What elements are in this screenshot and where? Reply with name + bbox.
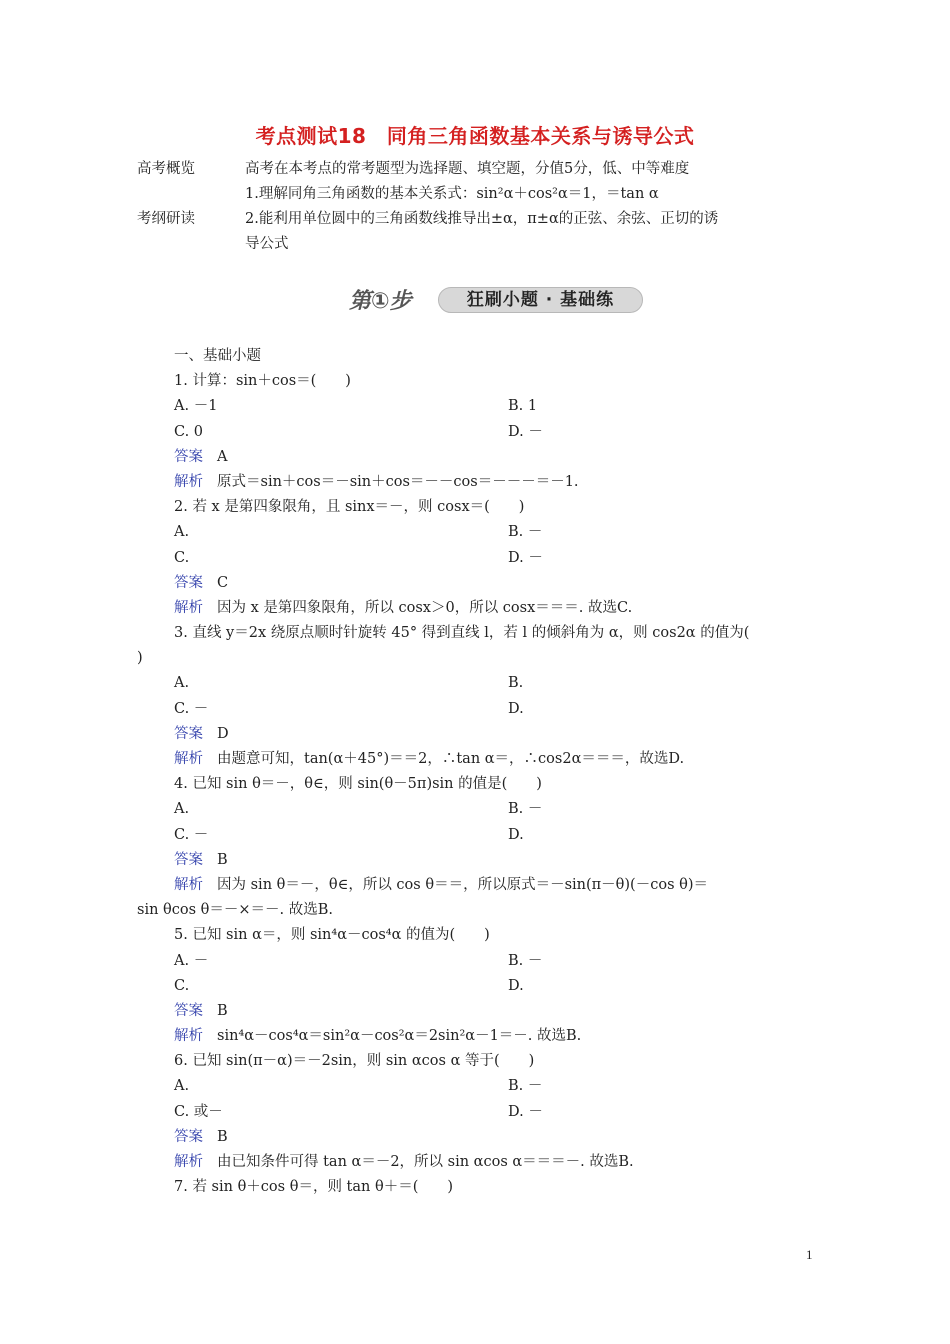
syllabus-item-2-cont: 导公式 xyxy=(245,236,289,252)
option-c: C. xyxy=(174,549,190,566)
section-heading: 一、基础小题 xyxy=(174,348,261,364)
analysis-text: 由题意可知，tan(α＋45°)＝＝2，∴tan α＝，∴cos2α＝＝＝，故选D. xyxy=(217,751,685,767)
analysis-line xyxy=(137,470,817,495)
answer-line xyxy=(137,848,817,873)
option-b: B. － xyxy=(508,952,543,969)
option-row xyxy=(137,394,817,419)
question-stem: 4. 已知 sin θ＝－，θ∈，则 sin(θ－5π)sin 的值是( ) xyxy=(174,776,542,793)
analysis-line xyxy=(137,1150,817,1175)
overview-text: 高考在本考点的常考题型为选择题、填空题，分值5分，低、中等难度 xyxy=(245,161,690,177)
answer-tag: 答案 xyxy=(174,574,203,591)
question-stem: 1. 计算：sin＋cos＝( ) xyxy=(174,373,351,390)
analysis-tag: 解析 xyxy=(174,1028,203,1045)
option-a: A. xyxy=(174,675,190,692)
option-row xyxy=(137,671,817,696)
analysis-line xyxy=(137,747,817,772)
analysis-line xyxy=(137,1024,817,1049)
option-row xyxy=(137,797,817,822)
answer-value: C xyxy=(217,574,229,591)
option-row xyxy=(137,697,817,722)
option-d: D. xyxy=(508,826,524,843)
analysis-text: 因为 x 是第四象限角，所以 cosx＞0，所以 cosx＝＝＝. 故选C. xyxy=(217,599,633,616)
step-pill: 狂刷小题 · 基础练 xyxy=(438,287,643,313)
option-row xyxy=(137,1100,817,1125)
answer-tag: 答案 xyxy=(174,1002,203,1019)
option-row xyxy=(137,546,817,571)
question-stem: 6. 已知 sin(π－α)＝－2sin，则 sin αcos α 等于( ) xyxy=(174,1053,535,1070)
page-title: 考点测试18 同角三角函数基本关系与诱导公式 xyxy=(255,124,695,148)
step-label: 第①步 xyxy=(349,289,412,314)
option-d: D. － xyxy=(508,423,543,440)
answer-line xyxy=(137,999,817,1024)
option-b: B. xyxy=(508,675,524,692)
analysis-tag: 解析 xyxy=(174,599,203,616)
option-c: C. － xyxy=(174,826,209,843)
question-list xyxy=(137,344,817,1200)
option-b: B. － xyxy=(508,1078,543,1095)
option-c: C. － xyxy=(174,700,209,717)
analysis-line xyxy=(137,596,817,621)
answer-line xyxy=(137,571,817,596)
question-stem: 3. 直线 y＝2x 绕原点顺时针旋转 45° 得到直线 l，若 l 的倾斜角为 α，则 cos2α 的值为( xyxy=(174,625,750,642)
option-a: A. xyxy=(174,1078,190,1095)
option-c: C. 0 xyxy=(174,423,204,440)
analysis-text: 由已知条件可得 tan α＝－2，所以 sin αcos α＝＝＝－. 故选B. xyxy=(217,1154,634,1170)
answer-line xyxy=(137,445,817,470)
syllabus-item-2: 2.能利用单位圆中的三角函数线推导出±α，π±α的正弦、余弦、正切的诱 xyxy=(245,211,719,227)
option-row xyxy=(137,974,817,999)
answer-value: A xyxy=(217,448,228,465)
option-d: D. xyxy=(508,700,524,717)
question-stem: 2. 若 x 是第四象限角，且 sinx＝－，则 cosx＝( ) xyxy=(174,499,525,516)
analysis-tag: 解析 xyxy=(174,1154,203,1170)
syllabus-label: 考纲研读 xyxy=(137,211,195,227)
overview-label: 高考概览 xyxy=(137,161,195,177)
analysis-tag: 解析 xyxy=(174,751,203,767)
question-stem: 7. 若 sin θ＋cos θ＝，则 tan θ＋＝( ) xyxy=(174,1179,454,1196)
answer-tag: 答案 xyxy=(174,448,203,465)
step-banner xyxy=(0,284,950,318)
answer-tag: 答案 xyxy=(174,851,203,868)
option-row xyxy=(137,823,817,848)
option-a: A. xyxy=(174,801,190,818)
option-b: B. － xyxy=(508,801,543,818)
option-d: D. － xyxy=(508,549,543,566)
answer-value: B xyxy=(217,851,228,868)
option-row xyxy=(137,949,817,974)
page-number: 1 xyxy=(806,1247,813,1262)
analysis-text-cont: sin θcos θ＝－×＝－. 故选B. xyxy=(137,902,334,919)
answer-value: B xyxy=(217,1128,228,1145)
option-b: B. － xyxy=(508,524,543,541)
analysis-text: 原式＝sin＋cos＝－sin＋cos＝－－cos＝－－－＝－1. xyxy=(217,473,579,490)
answer-value: B xyxy=(217,1002,228,1019)
option-d: D. － xyxy=(508,1103,543,1120)
option-a: A. xyxy=(174,524,190,541)
answer-tag: 答案 xyxy=(174,1128,203,1145)
question-stem: 5. 已知 sin α＝，则 sin⁴α－cos⁴α 的值为( ) xyxy=(174,927,490,944)
option-a: A. －1 xyxy=(174,398,218,415)
option-row xyxy=(137,420,817,445)
option-a: A. － xyxy=(174,952,209,969)
answer-line xyxy=(137,1125,817,1150)
syllabus-item-1: 1.理解同角三角函数的基本关系式：sin²α＋cos²α＝1，＝tan α xyxy=(245,186,659,202)
answer-value: D xyxy=(217,725,229,742)
option-b: B. 1 xyxy=(508,398,538,415)
option-c: C. xyxy=(174,977,190,994)
analysis-line xyxy=(137,873,817,898)
option-c: C. 或－ xyxy=(174,1103,223,1120)
analysis-tag: 解析 xyxy=(174,473,203,490)
option-row xyxy=(137,520,817,545)
analysis-text: sin⁴α－cos⁴α＝sin²α－cos²α＝2sin²α－1＝－. 故选B. xyxy=(217,1028,582,1045)
analysis-text: 因为 sin θ＝－，θ∈，所以 cos θ＝＝，所以原式＝－sin(π－θ)(－cos θ)＝ xyxy=(217,876,709,893)
option-row xyxy=(137,1074,817,1099)
option-d: D. xyxy=(508,977,524,994)
answer-line xyxy=(137,722,817,747)
analysis-tag: 解析 xyxy=(174,876,203,893)
question-stem-cont: ) xyxy=(137,650,143,667)
answer-tag: 答案 xyxy=(174,725,203,742)
